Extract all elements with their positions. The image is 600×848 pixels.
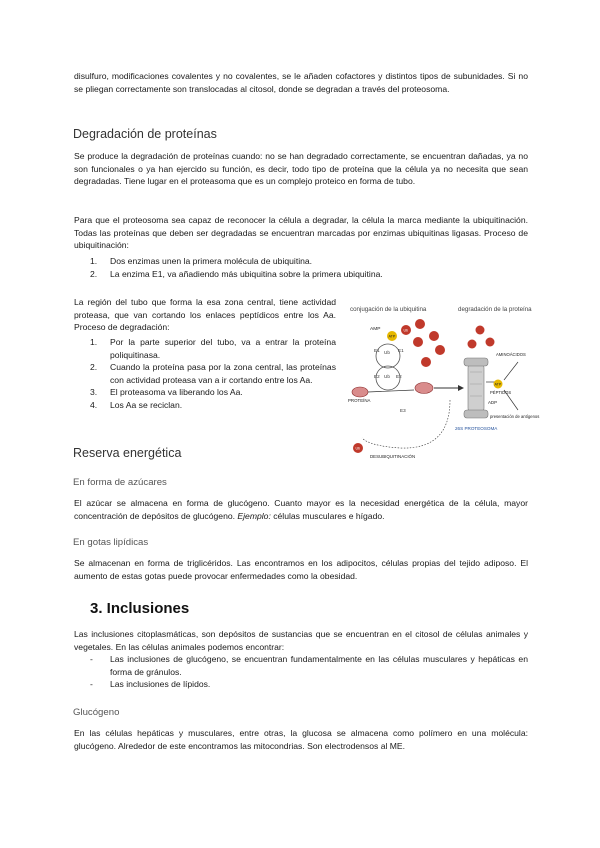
ubiquitin-icon: [486, 338, 495, 347]
list-item: 3. El proteasoma va liberando los Aa.: [90, 387, 243, 398]
gotas-paragraph: Se almacenan en forma de triglicéridos. Las encontramos en los adipocitos, células propias del tejido adiposo. El aumento de estas gotas puede provocar enfermedades como la obesidad.: [74, 558, 528, 581]
intro-paragraph: disulfuro, modificaciones covalentes y no covalentes, se le añaden cofactores y distintos tipos de subunidades. Si no se pliegan correctamente son translocadas al citosol, donde se degradan a través del proteosoma.: [74, 71, 528, 94]
section-title-inclusiones: 3. Inclusiones: [90, 600, 190, 617]
degradacion-steps-list: [74, 336, 336, 412]
diagram-label-conjugacion: conjugación de la ubiquitina: [350, 306, 427, 313]
aminoacids-label: AMINOÁCIDOS: [496, 352, 526, 357]
degradacion-paragraph-1: Se produce la degradación de proteínas cuando: no se han degradado correctamente, se encuentran dañadas, ya no son funcionales o ya han ejercido su función, es decir, todo tipo de proteína que la célula ya no necesita que sean degradadas. Tiene lugar en el proteasoma que es un complejo proteico en forma de tubo.: [74, 151, 528, 187]
e1-label: E1: [398, 348, 404, 353]
proteasome-label: 26S PROTEOSOMA: [455, 426, 498, 431]
inclusiones-paragraph: Las inclusiones citoplasmáticas, son depósitos de sustancias que se encuentran en el citosol de células animales y vegetales. En las células animales podemos encontrar:: [74, 629, 528, 652]
atp-label: ATP: [494, 382, 502, 387]
subsection-title-glucogeno: Glucógeno: [73, 707, 120, 718]
section-title-degradacion: Degradación de proteínas: [73, 127, 217, 141]
ub-label: Ub: [384, 374, 390, 379]
azucares-paragraph: El azúcar se almacena en forma de glucógeno. Cuanto mayor es la necesidad energética de la célula, mayor concentración de depósitos de glucógeno. Ejemplo: células musculares e hígado.: [74, 498, 528, 521]
degradacion-paragraph-2: Para que el proteosoma sea capaz de reconocer la célula a degradar, la célula la marca mediante la ubiquitinación. Todas las proteínas que deben ser degradadas se encuentran marcadas por enzimas ubiquitinas ligasas. Proceso de ubiquitinación:: [74, 215, 528, 251]
section-title-reserva: Reserva energética: [73, 446, 182, 460]
antigen-presentation-label: presentación de antígenos: [490, 414, 540, 419]
arrow: [368, 390, 414, 392]
list-item: 1. Dos enzimas unen la primera molécula de ubiquitina.: [90, 256, 313, 266]
ub-label: Ub: [403, 328, 409, 333]
tagged-protein-icon: [415, 383, 433, 394]
e3-label: E3: [400, 408, 406, 413]
e2-label: E2: [396, 374, 402, 379]
inclusiones-list: [74, 653, 528, 691]
list-item: - Las inclusiones de glucógeno, se encuentran fundamentalmente en las células musculares y hepáticas en forma de gránulos.: [90, 654, 528, 677]
protein-icon: [352, 387, 368, 397]
list-item: 1. Por la parte superior del tubo, va a entrar la proteína poliquitinasa.: [90, 337, 336, 360]
list-item: 2. La enzima E1, va añadiendo más ubiquitina sobre la primera ubiquitina.: [90, 268, 383, 279]
ub-label: Ub: [355, 446, 361, 451]
ubiquitinacion-list: [74, 255, 528, 280]
list-item: 4. Los Aa se reciclan.: [90, 399, 183, 410]
list-item: 2. Cuando la proteína pasa por la zona central, las proteínas con actividad proteasa van a ir cortando entre los Aa.: [90, 362, 336, 385]
protein-label: PROTEÍNA: [348, 398, 371, 403]
degradacion-paragraph-3: La región del tubo que forma la esa zona central, tiene actividad proteasa, que van cortando los enlaces peptídicos entre los Aa. Proceso de degradación:: [74, 297, 336, 333]
arrow-head: [458, 385, 464, 391]
list-item: - Las inclusiones de lípidos.: [90, 679, 211, 690]
deubiquitination-label: DESUBIQUITINACIÓN: [370, 454, 416, 459]
diagram-label-degradacion: degradación de la proteína: [458, 306, 532, 313]
e1-label: E1: [374, 348, 380, 353]
proteasome-icon: [464, 358, 488, 418]
atp-label: ATP: [388, 334, 396, 339]
polyubiquitin-chain: [413, 319, 445, 367]
e2-label: E2: [374, 374, 380, 379]
subsection-title-azucares: En forma de azúcares: [73, 477, 167, 488]
ubiquitin-icon: [468, 340, 477, 349]
deubiquitination-arrow: [362, 400, 450, 448]
subsection-title-gotas: En gotas lipídicas: [73, 537, 149, 548]
arrow: [504, 362, 518, 380]
ubiquitin-proteasome-diagram: [340, 300, 540, 465]
amp-label: AMP: [370, 327, 381, 332]
ubiquitin-icon: [476, 326, 485, 335]
glucogeno-paragraph: En las células hepáticas y musculares, entre otras, la glucosa se almacena como polímero en una molécula: glucógeno. Alrededor de este encontramos las mitocondrias. Son electrodensos al ME.: [74, 728, 528, 751]
adp-label: ADP: [488, 400, 498, 405]
peptides-label: PÉPTIDOS: [490, 390, 512, 395]
ub-label: Ub: [384, 350, 390, 355]
